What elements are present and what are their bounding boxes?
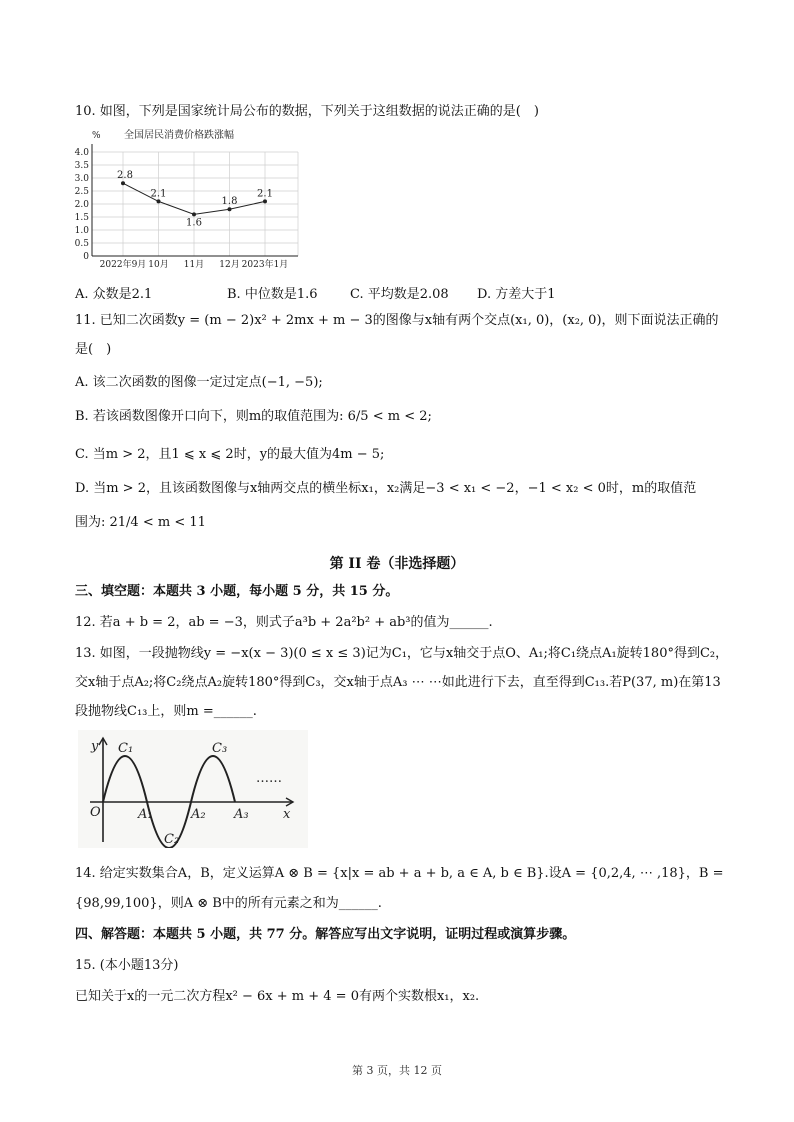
q13-line1: 13. 如图，一段抛物线y = −x(x − 3)(0 ≤ x ≤ 3)记为C₁，它与x轴交于点O、A₁;将C₁绕点A₁旋转180°得到C₂， (75, 646, 729, 661)
wave-origin-label: O (90, 805, 101, 820)
y-tick-label: 2.5 (74, 187, 89, 197)
data-point (228, 207, 232, 211)
chart-series (117, 170, 273, 228)
x-tick-label: 2022年9月 (99, 260, 147, 270)
q10-option-b[interactable]: B. 中位数是1.6 (227, 287, 318, 302)
chart-title: 全国居民消费价格跌涨幅 (124, 130, 234, 141)
q10-option-d[interactable]: D. 方差大于1 (477, 287, 556, 302)
parabola-wave-figure (78, 730, 308, 848)
q10-stem: 10. 如图，下列是国家统计局公布的数据，下列关于这组数据的说法正确的是( ) (75, 104, 539, 119)
chart-grid (92, 152, 298, 256)
data-label: 1.8 (221, 196, 238, 208)
x-tick-label: 11月 (183, 260, 205, 270)
q12-text: 12. 若a + b = 2，ab = −3，则式子a³b + 2a²b² + ab³的值为______. (75, 615, 493, 630)
q11-option-d-line1[interactable]: D. 当m > 2，且该函数图像与x轴两交点的横坐标x₁，x₂满足−3 < x₁ < −2，−1 < x₂ < 0时，m的取值范 (75, 481, 697, 496)
section3-heading: 三、填空题：本题共 3 小题，每小题 5 分，共 15 分。 (75, 584, 399, 599)
data-label: 1.6 (186, 217, 202, 229)
y-tick-label: 3.5 (74, 161, 89, 171)
data-point (121, 181, 125, 185)
q11-stem-line2: 是( ) (75, 342, 112, 357)
q10-option-a[interactable]: A. 众数是2.1 (75, 287, 153, 302)
x-tick-label: 12月 (219, 260, 240, 270)
label-a2: A₂ (191, 807, 206, 822)
q11-stem-line1: 11. 已知二次函数y = (m − 2)x² + 2mx + m − 3的图像与x轴有两个交点(x₁, 0)，(x₂, 0)，则下面说法正确的 (75, 313, 719, 328)
y-tick-label: 4.0 (74, 148, 89, 158)
q11-option-b[interactable]: B. 若该函数图像开口向下，则m的取值范围为: 6/5 < m < 2; (75, 409, 432, 424)
label-a1: A₁ (138, 807, 153, 822)
chart-ylabel: % (92, 131, 101, 141)
y-tick-label: 1.0 (74, 226, 89, 236)
q15-title: 15. (本小题13分) (75, 958, 179, 973)
label-c2: C₂ (164, 832, 180, 847)
data-label: 2.8 (117, 170, 133, 182)
q14-line2: {98,99,100}，则A ⊗ B中的所有元素之和为______. (75, 896, 382, 911)
label-c1: C₁ (118, 741, 134, 756)
cpi-line-chart (66, 124, 306, 272)
part2-title: 第 II 卷（非选择题） (329, 556, 465, 572)
wave-x-label: x (283, 807, 291, 822)
chart-ticks (75, 148, 289, 270)
q11-option-c[interactable]: C. 当m > 2，且1 ⩽ x ⩽ 2时，y的最大值为4m − 5; (75, 447, 385, 462)
y-tick-label: 3.0 (74, 174, 89, 184)
section4-heading: 四、解答题：本题共 5 小题，共 77 分。解答应写出文字说明，证明过程或演算步骤。 (75, 927, 576, 942)
y-tick-label: 0.5 (74, 239, 89, 249)
data-point (192, 212, 196, 216)
data-label: 2.1 (150, 188, 167, 200)
wave-y-label: y (91, 739, 99, 754)
q13-line3: 段抛物线C₁₃上，则m =______. (75, 704, 257, 719)
label-a3: A₃ (234, 807, 249, 822)
y-tick-label: 0 (83, 252, 89, 262)
x-tick-label: 10月 (148, 260, 169, 270)
data-point (157, 199, 161, 203)
x-tick-label: 2023年1月 (241, 260, 289, 270)
q11-option-d-line2: 围为: 21/4 < m < 11 (75, 515, 206, 530)
q15-body: 已知关于x的一元二次方程x² − 6x + m + 4 = 0有两个实数根x₁，x₂. (75, 989, 480, 1004)
y-tick-label: 2.0 (74, 200, 89, 210)
q14-line1: 14. 给定实数集合A，B，定义运算A ⊗ B = {x|x = ab + a + b, a ∈ A, b ∈ B}.设A = {0,2,4, ⋯ ,18}，B = (75, 866, 724, 881)
label-c3: C₃ (212, 741, 228, 756)
data-point (263, 199, 267, 203)
q10-option-c[interactable]: C. 平均数是2.08 (350, 287, 449, 302)
y-tick-label: 1.5 (74, 213, 89, 223)
label-ellipsis: …… (256, 771, 282, 786)
q11-option-a[interactable]: A. 该二次函数的图像一定过定点(−1, −5); (75, 375, 323, 390)
page-footer: 第 3 页，共 12 页 (352, 1064, 442, 1077)
data-label: 2.1 (257, 188, 273, 200)
q13-line2: 交x轴于点A₂;将C₂绕点A₂旋转180°得到C₃，交x轴于点A₃ ⋯ ⋯如此进行下去，直至得到C₁₃.若P(37, m)在第13 (75, 675, 721, 690)
